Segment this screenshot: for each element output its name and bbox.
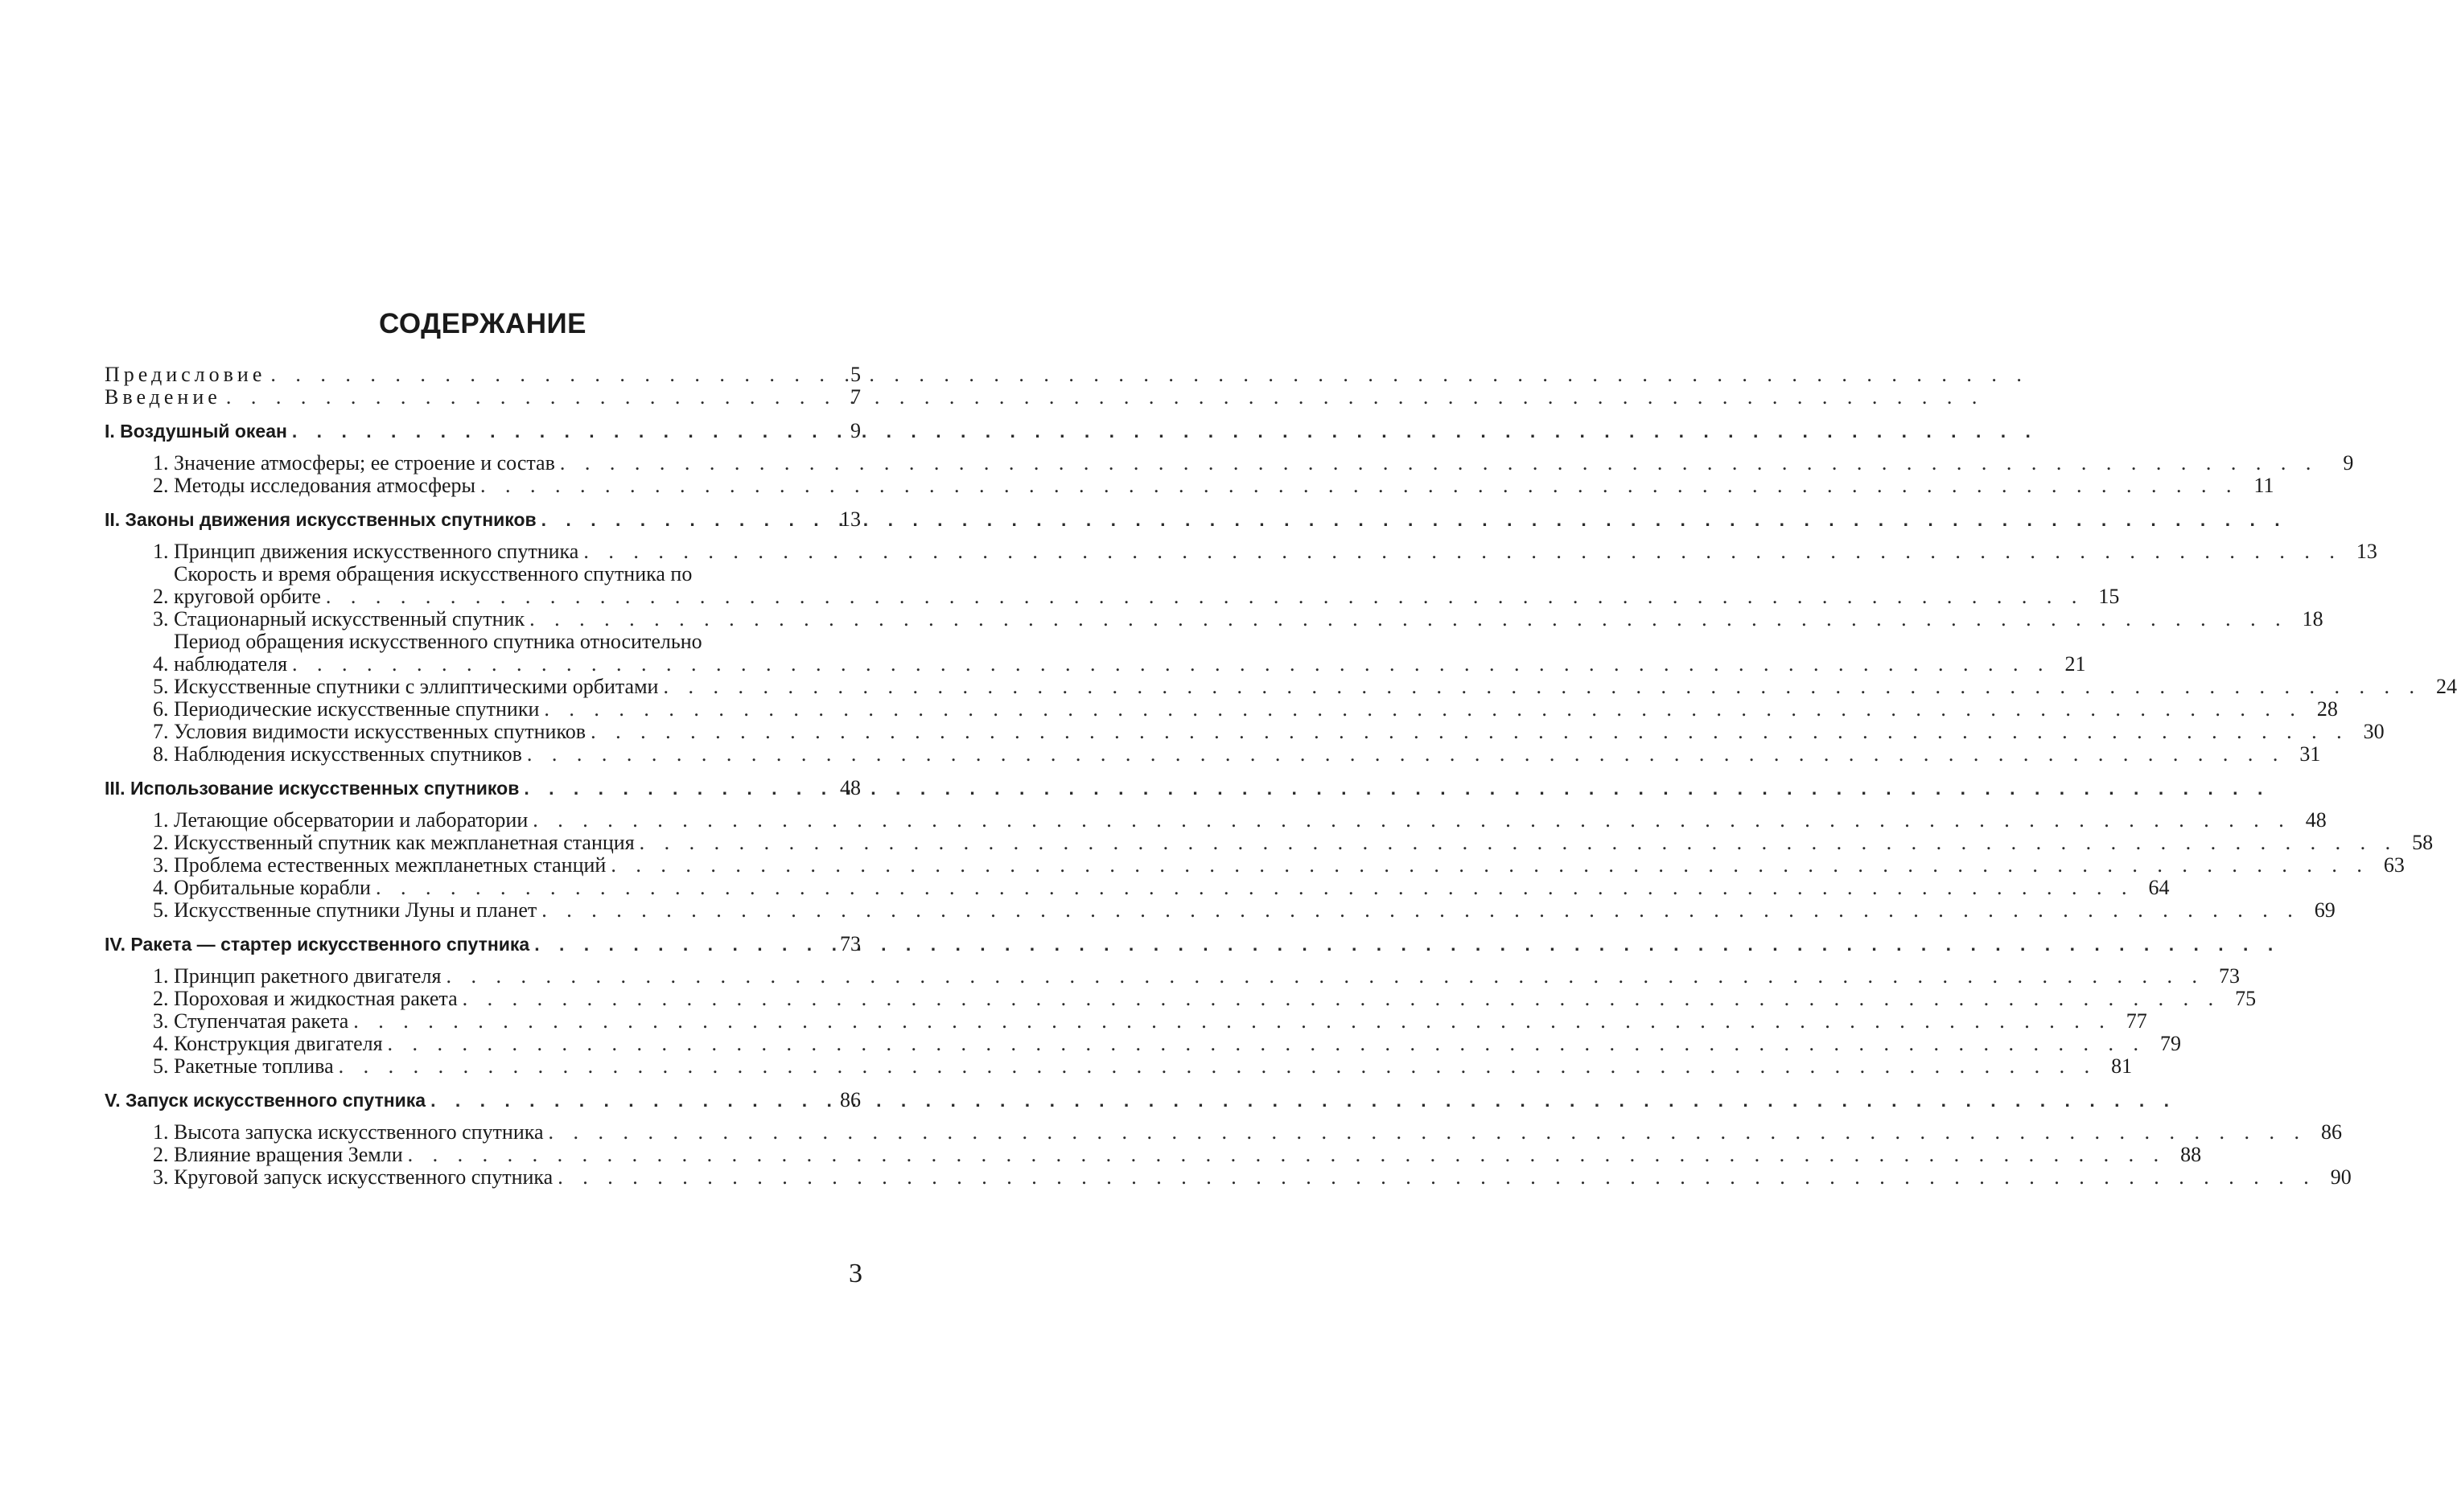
- dot-leader: [326, 585, 2085, 608]
- section-title: Конструкция двигателя: [174, 1032, 383, 1055]
- section-number: 3.: [153, 607, 169, 631]
- toc-section: [153, 898, 2336, 922]
- dot-leader: [533, 809, 2291, 832]
- chapter-page: 73: [840, 932, 861, 955]
- section-number: 1.: [153, 964, 169, 988]
- toc-section: [153, 607, 2323, 631]
- section-page: 11: [2253, 474, 2274, 497]
- toc-chapter: [105, 419, 2354, 497]
- section-list: [105, 964, 2257, 1078]
- chapter-page: 86: [840, 1088, 861, 1111]
- dot-leader: [541, 508, 825, 531]
- page-number: 3: [849, 1259, 862, 1288]
- section-title: Значение атмосферы; ее строение и состав: [174, 451, 555, 475]
- section-number: 1.: [153, 540, 169, 563]
- dot-leader: [447, 965, 2205, 988]
- toc-section: [153, 987, 2257, 1010]
- dot-leader: [549, 1121, 2307, 1144]
- section-page: 9: [2343, 451, 2354, 475]
- dot-leader: [544, 698, 2303, 721]
- section-number: 6.: [153, 697, 169, 721]
- section-page: 88: [2180, 1143, 2202, 1166]
- dot-leader: [430, 1089, 825, 1111]
- toc-section: [153, 1032, 2182, 1055]
- section-title: Искусственный спутник как межпланетная станция: [174, 831, 635, 854]
- section-list: [105, 1120, 2352, 1189]
- section-title: Методы исследования атмосферы: [174, 474, 475, 497]
- dot-leader: [480, 475, 2239, 497]
- dot-leader: [529, 608, 2288, 631]
- section-title: Орбитальные корабли: [174, 876, 371, 899]
- table-of-contents: [105, 363, 2457, 1189]
- toc-section: [153, 742, 2321, 766]
- toc-section: [153, 474, 2274, 497]
- dot-leader: [463, 988, 2221, 1010]
- section-list: [105, 451, 2354, 497]
- section-page: 58: [2412, 831, 2434, 854]
- dot-leader: [270, 364, 825, 386]
- page-title: СОДЕРЖАНИЕ: [378, 308, 586, 339]
- dot-leader: [663, 676, 2422, 698]
- chapter-page: 13: [840, 507, 861, 531]
- chapter-title: V. Запуск искусственного спутника: [105, 1090, 426, 1111]
- dot-leader: [339, 1055, 2097, 1078]
- toc-section: [153, 675, 2457, 698]
- section-number: 5.: [153, 675, 169, 698]
- section-page: 18: [2302, 607, 2323, 631]
- dot-leader: [534, 933, 825, 955]
- dot-leader: [560, 452, 2319, 475]
- toc-chapter-heading: [105, 933, 861, 955]
- dot-leader: [591, 721, 2349, 743]
- toc-entry-introduction: [105, 386, 861, 409]
- toc-chapter-heading: [105, 508, 861, 531]
- section-number: 4.: [153, 652, 169, 676]
- section-title: Стационарный искусственный спутник: [174, 607, 525, 631]
- section-title: Летающие обсерватории и лаборатории: [174, 808, 529, 832]
- section-list: [105, 808, 2434, 922]
- section-number: 1.: [153, 451, 169, 475]
- toc-chapter-heading: [105, 777, 861, 799]
- dot-leader: [611, 854, 2369, 877]
- toc-section: [153, 1009, 2147, 1033]
- section-page: 28: [2316, 697, 2338, 721]
- dot-leader: [388, 1033, 2146, 1055]
- section-number: 2.: [153, 585, 169, 608]
- dot-leader: [524, 777, 825, 799]
- toc-section: [153, 1120, 2343, 1144]
- section-title: Наблюдения искусственных спутников: [174, 742, 522, 766]
- section-title: Ракетные топлива: [174, 1054, 334, 1078]
- toc-chapter-heading: [105, 1089, 861, 1111]
- chapter-list: [105, 419, 2457, 1189]
- toc-section: [153, 720, 2385, 743]
- section-number: 1.: [153, 808, 169, 832]
- section-page: 30: [2363, 720, 2385, 743]
- toc-section: [153, 562, 2120, 608]
- section-title: Принцип движения искусственного спутника: [174, 540, 579, 563]
- dot-leader: [292, 653, 2051, 676]
- section-page: 31: [2299, 742, 2321, 766]
- section-title: Периодические искусственные спутники: [174, 697, 540, 721]
- section-number: 2.: [153, 474, 169, 497]
- toc-section: [153, 831, 2434, 854]
- section-page: 21: [2064, 652, 2086, 676]
- section-title: Искусственные спутники с эллиптическими орбитами: [174, 675, 659, 698]
- toc-entry-title: Предисловие: [105, 363, 266, 386]
- section-page: 69: [2314, 898, 2336, 922]
- dot-leader: [640, 832, 2398, 854]
- section-number: 5.: [153, 1054, 169, 1078]
- toc-chapter: [105, 507, 2457, 766]
- dot-leader: [558, 1166, 2316, 1189]
- chapter-title: III. Использование искусственных спутников: [105, 778, 520, 799]
- toc-section: [153, 1143, 2202, 1166]
- section-page: 64: [2148, 876, 2170, 899]
- toc-chapter-heading: [105, 420, 861, 442]
- toc-section: [153, 808, 2327, 832]
- toc-section: [153, 1165, 2352, 1189]
- section-number: 7.: [153, 720, 169, 743]
- toc-section: [153, 964, 2240, 988]
- section-page: 63: [2383, 853, 2405, 877]
- dot-leader: [583, 540, 2342, 563]
- section-title: Влияние вращения Земли: [174, 1143, 403, 1166]
- section-title: Период обращения искусственного спутника относительно: [174, 630, 702, 653]
- section-number: 5.: [153, 898, 169, 922]
- section-page: 90: [2330, 1165, 2352, 1189]
- chapter-title: IV. Ракета — стартер искусственного спутника: [105, 934, 530, 955]
- section-number: 8.: [153, 742, 169, 766]
- section-page: 24: [2435, 675, 2457, 698]
- dot-leader: [527, 743, 2286, 766]
- section-number: 3.: [153, 1009, 169, 1033]
- section-list: [105, 540, 2457, 766]
- section-number: 1.: [153, 1120, 169, 1144]
- section-page: 73: [2219, 964, 2240, 988]
- section-page: 81: [2111, 1054, 2133, 1078]
- toc-entry-page: 7: [850, 385, 861, 409]
- toc-section: [153, 630, 2086, 676]
- dot-leader: [353, 1010, 2112, 1033]
- section-title: Искусственные спутники Луны и планет: [174, 898, 537, 922]
- section-page: 48: [2305, 808, 2327, 832]
- section-page: 86: [2321, 1120, 2343, 1144]
- chapter-title: I. Воздушный океан: [105, 421, 287, 442]
- section-number: 4.: [153, 1032, 169, 1055]
- section-number: 2.: [153, 831, 169, 854]
- section-title: Условия видимости искусственных спутников: [174, 720, 586, 743]
- toc-section: [153, 876, 2170, 899]
- chapter-page: 9: [850, 419, 861, 442]
- toc-section: [153, 451, 2354, 475]
- dot-leader: [541, 899, 2300, 922]
- section-page: 13: [2356, 540, 2377, 563]
- section-page: 77: [2126, 1009, 2147, 1033]
- section-title: Пороховая и жидкостная ракета: [174, 987, 458, 1010]
- section-title-continued: наблюдателя: [174, 652, 288, 676]
- toc-section: [153, 697, 2338, 721]
- section-number: 2.: [153, 1143, 169, 1166]
- section-number: 4.: [153, 876, 169, 899]
- section-title: Принцип ракетного двигателя: [174, 964, 442, 988]
- section-number: 3.: [153, 1165, 169, 1189]
- toc-section: [153, 540, 2377, 563]
- toc-chapter: [105, 932, 2257, 1078]
- section-page: 75: [2235, 987, 2257, 1010]
- dot-leader: [408, 1144, 2167, 1166]
- section-title: Скорость и время обращения искусственного спутника по: [174, 562, 693, 585]
- section-number: 3.: [153, 853, 169, 877]
- toc-entry-title: Введение: [105, 385, 221, 409]
- dot-leader: [376, 877, 2134, 899]
- chapter-title: II. Законы движения искусственных спутников: [105, 509, 537, 530]
- toc-section: [153, 1054, 2133, 1078]
- section-title: Высота запуска искусственного спутника: [174, 1120, 544, 1144]
- section-number: 2.: [153, 987, 169, 1010]
- toc-section: [153, 853, 2405, 877]
- toc-entry-preface: [105, 364, 861, 386]
- section-title: Ступенчатая ракета: [174, 1009, 349, 1033]
- toc-chapter: [105, 776, 2434, 922]
- section-title-continued: круговой орбите: [174, 585, 321, 608]
- dot-leader: [226, 386, 825, 409]
- chapter-page: 48: [840, 776, 861, 799]
- section-page: 15: [2098, 585, 2120, 608]
- section-title: Круговой запуск искусственного спутника: [174, 1165, 554, 1189]
- section-page: 79: [2160, 1032, 2182, 1055]
- toc-entry-page: 5: [850, 363, 861, 386]
- toc-chapter: [105, 1088, 2352, 1189]
- section-title: Проблема естественных межпланетных станций: [174, 853, 607, 877]
- dot-leader: [292, 420, 825, 442]
